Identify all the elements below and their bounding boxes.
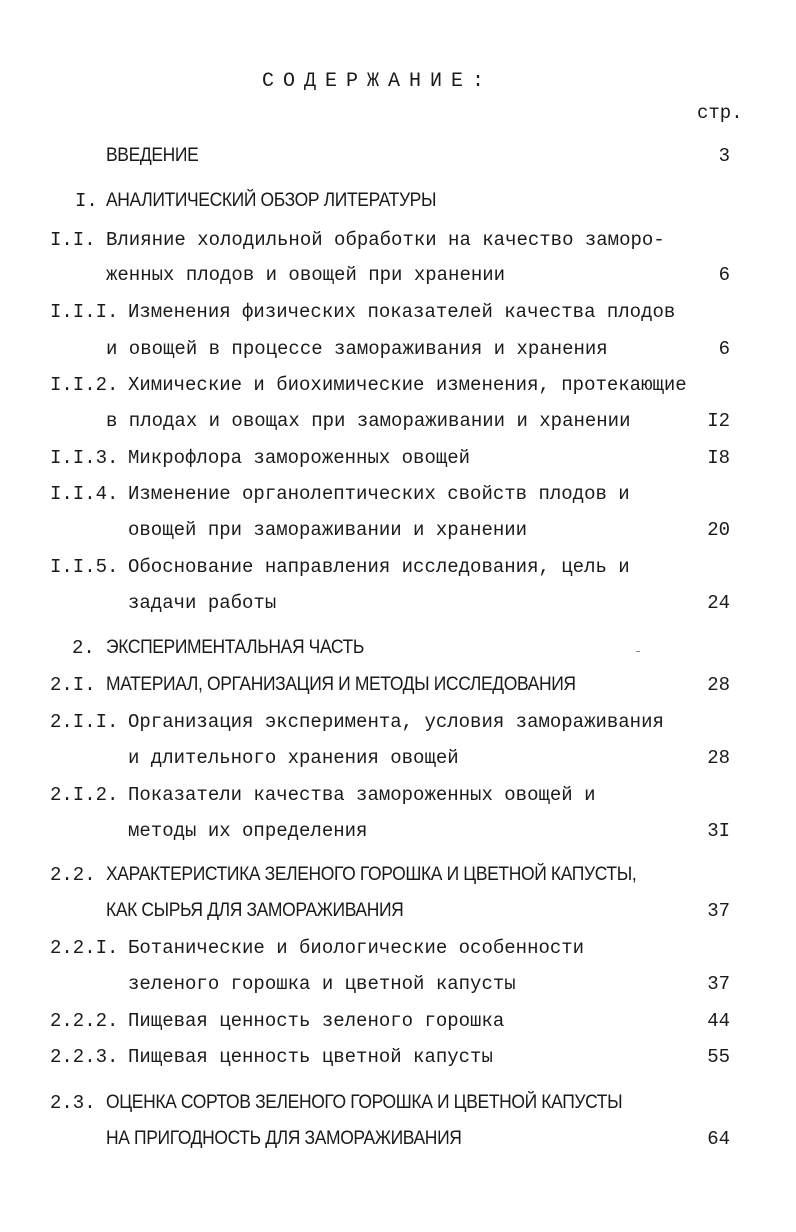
toc-entry-page: I2	[707, 410, 730, 432]
toc-entry-title-line: Пищевая ценность зеленого горошка	[128, 1010, 505, 1032]
toc-entry-number: 2.2.3.	[50, 1046, 119, 1068]
toc-entry-number: 2.2.2.	[50, 1010, 119, 1032]
toc-entry-title-line: Влияние холодильной обработки на качество заморо-	[106, 229, 665, 251]
toc-entry-number: 2.I.I.	[50, 711, 119, 733]
toc-entry-number: 2.I.2.	[50, 784, 119, 806]
toc-entry-page: 44	[707, 1010, 730, 1032]
toc-entry-title-line: зеленого горошка и цветной капусты	[128, 973, 516, 995]
toc-entry-intro-page: 3	[718, 145, 730, 167]
toc-entry-number: I.I.4.	[50, 483, 119, 505]
toc-entry-title-line: Химические и биохимические изменения, протекающие	[128, 374, 687, 396]
toc-entry-page: 24	[707, 592, 730, 614]
toc-entry-title-line: КАК СЫРЬЯ ДЛЯ ЗАМОРАЖИВАНИЯ	[106, 900, 404, 921]
toc-entry-title-line: Ботанические и биологические особенности	[128, 937, 585, 959]
page-column-label: стр.	[697, 102, 743, 124]
toc-entry-title-line: Изменения физических показателей качества плодов	[128, 301, 676, 323]
toc-entry-title-line: Обоснование направления исследования, цель и	[128, 556, 630, 578]
toc-entry-number: I.I.5.	[50, 556, 119, 578]
toc-entry-page: 20	[707, 519, 730, 541]
toc-entry-section-1-title: АНАЛИТИЧЕСКИЙ ОБЗОР ЛИТЕРАТУРЫ	[106, 190, 437, 211]
toc-entry-title-line: методы их определения	[128, 820, 368, 842]
toc-entry-title-line: Пищевая ценность цветной капусты	[128, 1046, 493, 1068]
toc-entry-title-line: задачи работы	[128, 592, 277, 614]
toc-entry-title-line: Показатели качества замороженных овощей и	[128, 784, 596, 806]
toc-entry-title-line: НА ПРИГОДНОСТЬ ДЛЯ ЗАМОРАЖИВАНИЯ	[106, 1128, 462, 1149]
toc-entry-page: 64	[707, 1128, 730, 1150]
toc-entry-page: 28	[707, 747, 730, 769]
toc-entry-number: 2.I.	[50, 674, 96, 696]
toc-entry-number: 2.2.I.	[50, 937, 119, 959]
page-title: СОДЕРЖАНИЕ:	[262, 70, 494, 93]
toc-entry-number: I.I.	[50, 229, 96, 251]
toc-entry-title-line: в плодах и овощах при замораживании и хранении	[106, 410, 631, 432]
toc-entry-title-line: овощей при замораживании и хранении	[128, 519, 528, 541]
toc-entry-number: I.	[75, 190, 98, 212]
toc-entry-title-line: женных плодов и овощей при хранении	[106, 264, 506, 286]
toc-entry-title-line: и длительного хранения овощей	[128, 747, 459, 769]
toc-entry-title-line: Микрофлора замороженных овощей	[128, 447, 471, 469]
toc-entry-title-line: и овощей в процессе замораживания и хранения	[106, 338, 608, 360]
toc-entry-intro-title: ВВЕДЕНИЕ	[106, 145, 199, 166]
toc-entry-number: I.I.3.	[50, 447, 119, 469]
toc-entry-page: 37	[707, 973, 730, 995]
toc-entry-number: 2.2.	[50, 864, 96, 886]
toc-entry-page: 28	[707, 674, 730, 696]
toc-entry-title-line: ОЦЕНКА СОРТОВ ЗЕЛЕНОГО ГОРОШКА И ЦВЕТНОЙ КАПУСТЫ	[106, 1092, 623, 1113]
toc-entry-page: 55	[707, 1046, 730, 1068]
toc-entry-page: 3I	[707, 820, 730, 842]
toc-entry-number: 2.3.	[50, 1092, 96, 1114]
toc-entry-title-line: ХАРАКТЕРИСТИКА ЗЕЛЕНОГО ГОРОШКА И ЦВЕТНОЙ КАПУСТЫ,	[106, 864, 637, 885]
toc-entry-page: I8	[707, 447, 730, 469]
toc-entry-page: 6	[718, 338, 730, 360]
toc-entry-page: 6	[718, 264, 730, 286]
toc-entry-number: I.I.I.	[50, 301, 119, 323]
toc-entry-title-line: Организация эксперимента, условия замораживания	[128, 711, 664, 733]
toc-entry-page: 37	[707, 900, 730, 922]
scan-speck	[636, 651, 640, 652]
toc-entry-section-2-title: ЭКСПЕРИМЕНТАЛЬНАЯ ЧАСТЬ	[106, 637, 364, 658]
toc-entry-title-line: Изменение органолептических свойств плодов и	[128, 483, 630, 505]
toc-entry-title-line: МАТЕРИАЛ, ОРГАНИЗАЦИЯ И МЕТОДЫ ИССЛЕДОВАНИЯ	[106, 674, 576, 695]
toc-entry-number: 2.	[72, 637, 95, 659]
toc-entry-number: I.I.2.	[50, 374, 119, 396]
